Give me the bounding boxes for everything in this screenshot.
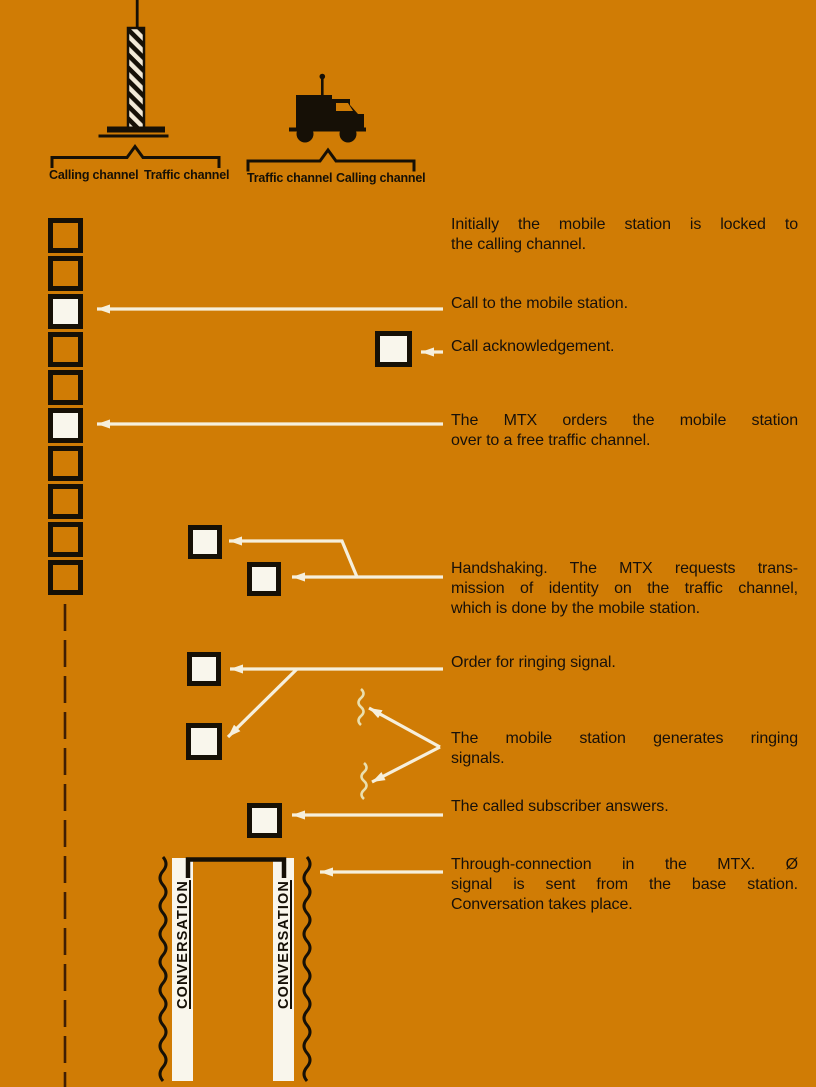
annotation-subscriber-answers <box>451 797 798 817</box>
call-acknowledgement-square <box>375 331 412 367</box>
annotation-call-ack <box>451 337 798 357</box>
ringing-ack-square <box>186 723 222 760</box>
annotation-line: over to a free traffic channel. <box>451 432 651 449</box>
annotation-line: Initially the mobile station is locked to <box>451 216 798 233</box>
handshake-square-1 <box>188 525 222 559</box>
annotation-line: The mobile station generates ringing <box>451 730 798 747</box>
annotation-line: the calling channel. <box>451 236 586 253</box>
channel-frame-square-empty <box>48 332 83 367</box>
ringing-signal-pointer-up <box>369 708 440 747</box>
channel-frame-square-empty <box>48 218 83 253</box>
annotation-line: which is done by the mobile station. <box>451 600 700 617</box>
annotation-through-connection <box>451 855 798 915</box>
channel-frame-square-empty <box>48 522 83 557</box>
calling-channel-frame-column <box>48 218 83 598</box>
base-station-calling-channel-label: Calling channel <box>49 168 139 182</box>
annotation-ringing-order <box>451 653 798 673</box>
annotation-ringing-signals <box>451 729 798 769</box>
annotation-call-to-mobile <box>451 294 798 314</box>
mobile-station-calling-channel-label: Calling channel <box>336 171 426 185</box>
base-station-brace <box>52 147 219 169</box>
annotation-line: The called subscriber answers. <box>451 798 669 815</box>
channel-frame-square-signal <box>48 408 83 443</box>
annotation-initial-lock <box>451 215 798 255</box>
base-station-traffic-channel-label: Traffic channel <box>144 168 230 182</box>
handshake-square-2 <box>247 562 281 596</box>
ringing-signal-icon <box>362 763 367 799</box>
annotation-line: mission of identity on the traffic channel, <box>451 580 798 597</box>
ringing-order-square <box>187 652 221 686</box>
conversation-label-right: CONVERSATION <box>276 880 292 1009</box>
ringing-signal-icon <box>359 689 364 725</box>
annotation-line: Through-connection in the MTX. Ø <box>451 856 798 873</box>
conversation-bracket <box>188 860 284 879</box>
mobile-station-brace <box>248 150 414 172</box>
channel-frame-square-empty <box>48 446 83 481</box>
annotation-line: Handshaking. The MTX requests trans- <box>451 560 798 577</box>
conversation-wavy-line-right <box>304 857 310 1081</box>
mobile-station-traffic-channel-label: Traffic channel <box>247 171 333 185</box>
truck-icon <box>289 74 366 143</box>
ringing-signal-pointer-down <box>372 747 440 782</box>
annotation-line: Conversation takes place. <box>451 896 633 913</box>
antenna-tower-icon <box>99 0 169 138</box>
annotation-line: signal is sent from the base station. <box>451 876 798 893</box>
channel-frame-square-empty <box>48 370 83 405</box>
channel-frame-square-empty <box>48 484 83 519</box>
annotation-handshaking <box>451 559 798 619</box>
annotation-line: Call acknowledgement. <box>451 338 615 355</box>
conversation-wavy-line-left <box>160 857 166 1081</box>
annotation-line: signals. <box>451 750 505 767</box>
annotation-line: Order for ringing signal. <box>451 654 616 671</box>
conversation-label-left: CONVERSATION <box>175 880 191 1009</box>
channel-frame-square-signal <box>48 294 83 329</box>
channel-frame-square-empty <box>48 256 83 291</box>
answer-square <box>247 803 282 838</box>
annotation-mtx-orders <box>451 411 798 451</box>
annotation-line: Call to the mobile station. <box>451 295 628 312</box>
annotation-line: The MTX orders the mobile station <box>451 412 798 429</box>
channel-frame-square-empty <box>48 560 83 595</box>
ringing-order-branch-arrow <box>228 669 297 737</box>
